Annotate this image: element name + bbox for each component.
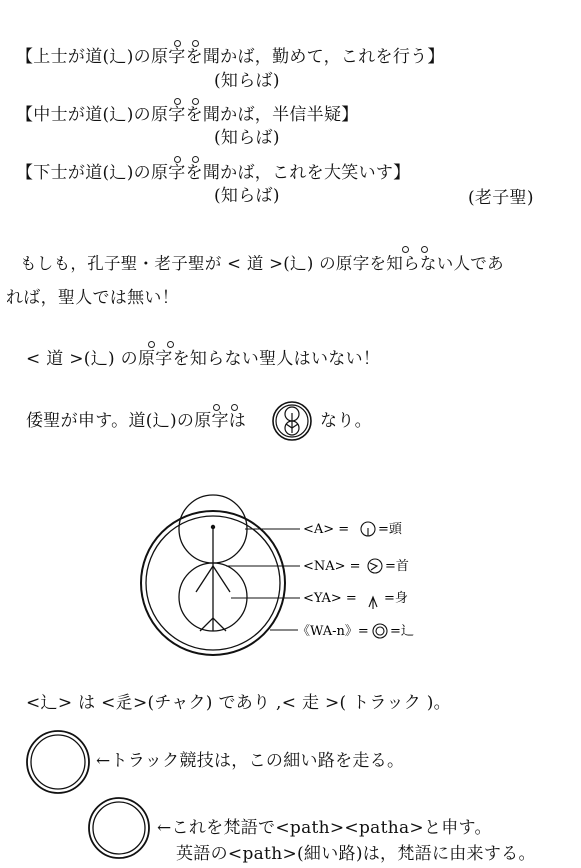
path-circle-icon xyxy=(87,796,151,860)
emphasis-dot xyxy=(174,98,181,105)
body-track-diagram xyxy=(0,470,581,670)
note2-line-2: 英語の<path>(細い路)は，梵語に由来する。 xyxy=(176,844,536,864)
label-a: <A> = xyxy=(303,522,350,537)
label-na-meaning: =首 xyxy=(385,559,409,574)
note2-line-1: ←これを梵語で<path><patha>と申す。 xyxy=(157,818,492,838)
para1-line-2: れば，聖人では無い！ xyxy=(6,288,179,308)
emphasis-dot xyxy=(231,404,238,411)
para1-line-1: もしも，孔子聖・老子聖が < 道 >(辶) の原字を知らない人であ xyxy=(20,254,504,273)
emphasis-dot xyxy=(192,98,199,105)
passage-line-5: 【下士が道(辶)の原字を聞かば，これを大笑いす】 xyxy=(16,163,411,183)
emphasis-dot xyxy=(192,156,199,163)
label-a-meaning: =頭 xyxy=(378,522,402,537)
para3-after: なり。 xyxy=(320,411,372,431)
neck-symbol-icon xyxy=(368,559,382,573)
passage-line-2: (知らば) xyxy=(214,71,280,91)
passage-line-3: 【中士が道(辶)の原字を聞かば，半信半疑】 xyxy=(16,105,359,125)
emphasis-dot xyxy=(174,40,181,47)
para2: < 道 >(辶) の原字を知らない聖人はいない！ xyxy=(26,349,381,369)
emphasis-dot xyxy=(213,404,220,411)
passage-line-1: 【上士が道(辶)の原字を聞かば，勤めて，これを行う】 xyxy=(16,47,445,67)
track-symbol-icon xyxy=(376,627,384,635)
label-wan: 《WA-n》= xyxy=(297,624,369,639)
road-glyph-icon xyxy=(270,399,314,443)
neck-symbol-icon xyxy=(370,563,377,570)
para3-before: 倭聖が申す。道(辶)の原字は xyxy=(26,411,247,431)
passage-line-6: (知らば) xyxy=(214,186,280,206)
label-na: <NA> = xyxy=(303,559,361,574)
passage-line-4: (知らば) xyxy=(214,128,280,148)
emphasis-dot xyxy=(167,341,174,348)
body-symbol-icon xyxy=(369,597,377,609)
label-wan-meaning: =辶 xyxy=(390,624,414,639)
emphasis-dot xyxy=(148,341,155,348)
emphasis-dot xyxy=(402,246,409,253)
label-ya-meaning: =身 xyxy=(384,591,408,606)
passage-source: (老子聖) xyxy=(468,188,534,208)
emphasis-dot xyxy=(192,40,199,47)
para4: <辶> は <辵>(チャク) であり ,< 走 >( トラック )。 xyxy=(26,693,451,713)
emphasis-dot xyxy=(174,156,181,163)
note1: ←トラック競技は，この細い路を走る。 xyxy=(96,751,405,771)
emphasis-dot xyxy=(421,246,428,253)
label-ya: <YA> = xyxy=(303,591,357,606)
track-circle-icon xyxy=(25,729,91,795)
track-symbol-icon xyxy=(373,624,387,638)
